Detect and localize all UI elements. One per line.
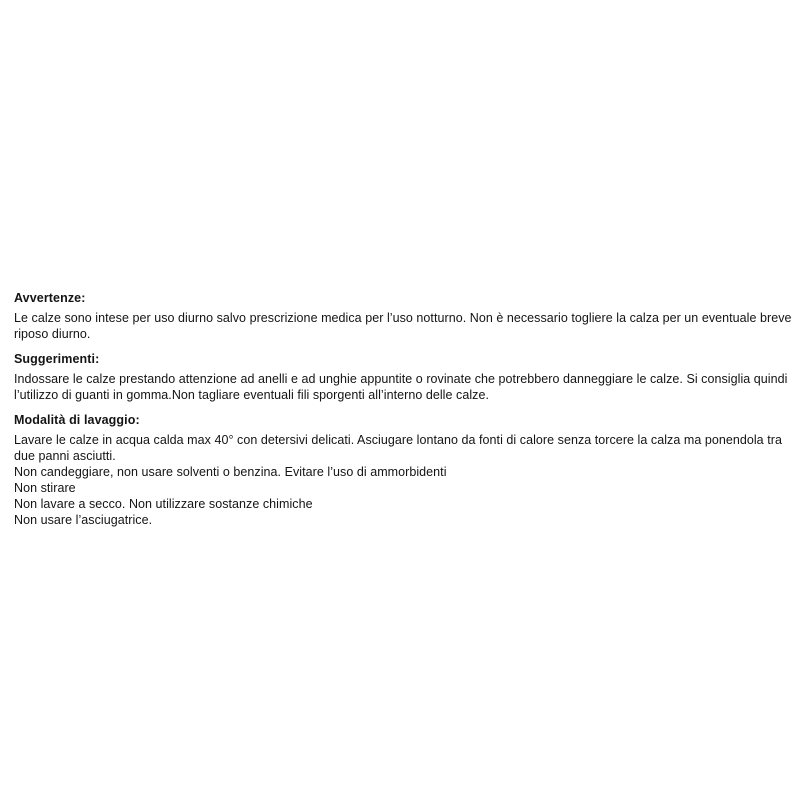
paragraph-line: Non stirare (14, 481, 76, 495)
paragraph-line: Lavare le calze in acqua calda max 40° con detersivi delicati. Asciugare lontano da fonti di calore senza torcere la calza ma ponendola tra (14, 433, 782, 447)
care-instructions-text-block (14, 291, 792, 528)
section-modalita-di-lavaggio (14, 413, 792, 528)
paragraph-line: Non candeggiare, non usare solventi o benzina. Evitare l’uso di ammorbidenti (14, 465, 447, 479)
section-suggerimenti (14, 352, 792, 403)
paragraph-line: Non usare l’asciugatrice. (14, 513, 153, 527)
section-heading: Modalità di lavaggio: (14, 413, 140, 427)
paragraph-line: l’utilizzo di guanti in gomma.Non tagliare eventuali fili sporgenti all’interno delle calze. (14, 388, 489, 402)
paragraph-line: Non lavare a secco. Non utilizzare sostanze chimiche (14, 497, 313, 511)
paragraph-line: Indossare le calze prestando attenzione ad anelli e ad unghie appuntite o rovinate che potrebbero danneggiare le calze. Si consiglia quindi (14, 372, 788, 386)
paragraph-line: Le calze sono intese per uso diurno salvo prescrizione medica per l’uso notturno. Non è necessario togliere la calza per un eventuale breve (14, 311, 792, 325)
section-avvertenze (14, 291, 792, 342)
paragraph-line: riposo diurno. (14, 327, 91, 341)
section-heading: Suggerimenti: (14, 352, 100, 366)
paragraph-line: due panni asciutti. (14, 449, 116, 463)
section-heading: Avvertenze: (14, 291, 86, 305)
